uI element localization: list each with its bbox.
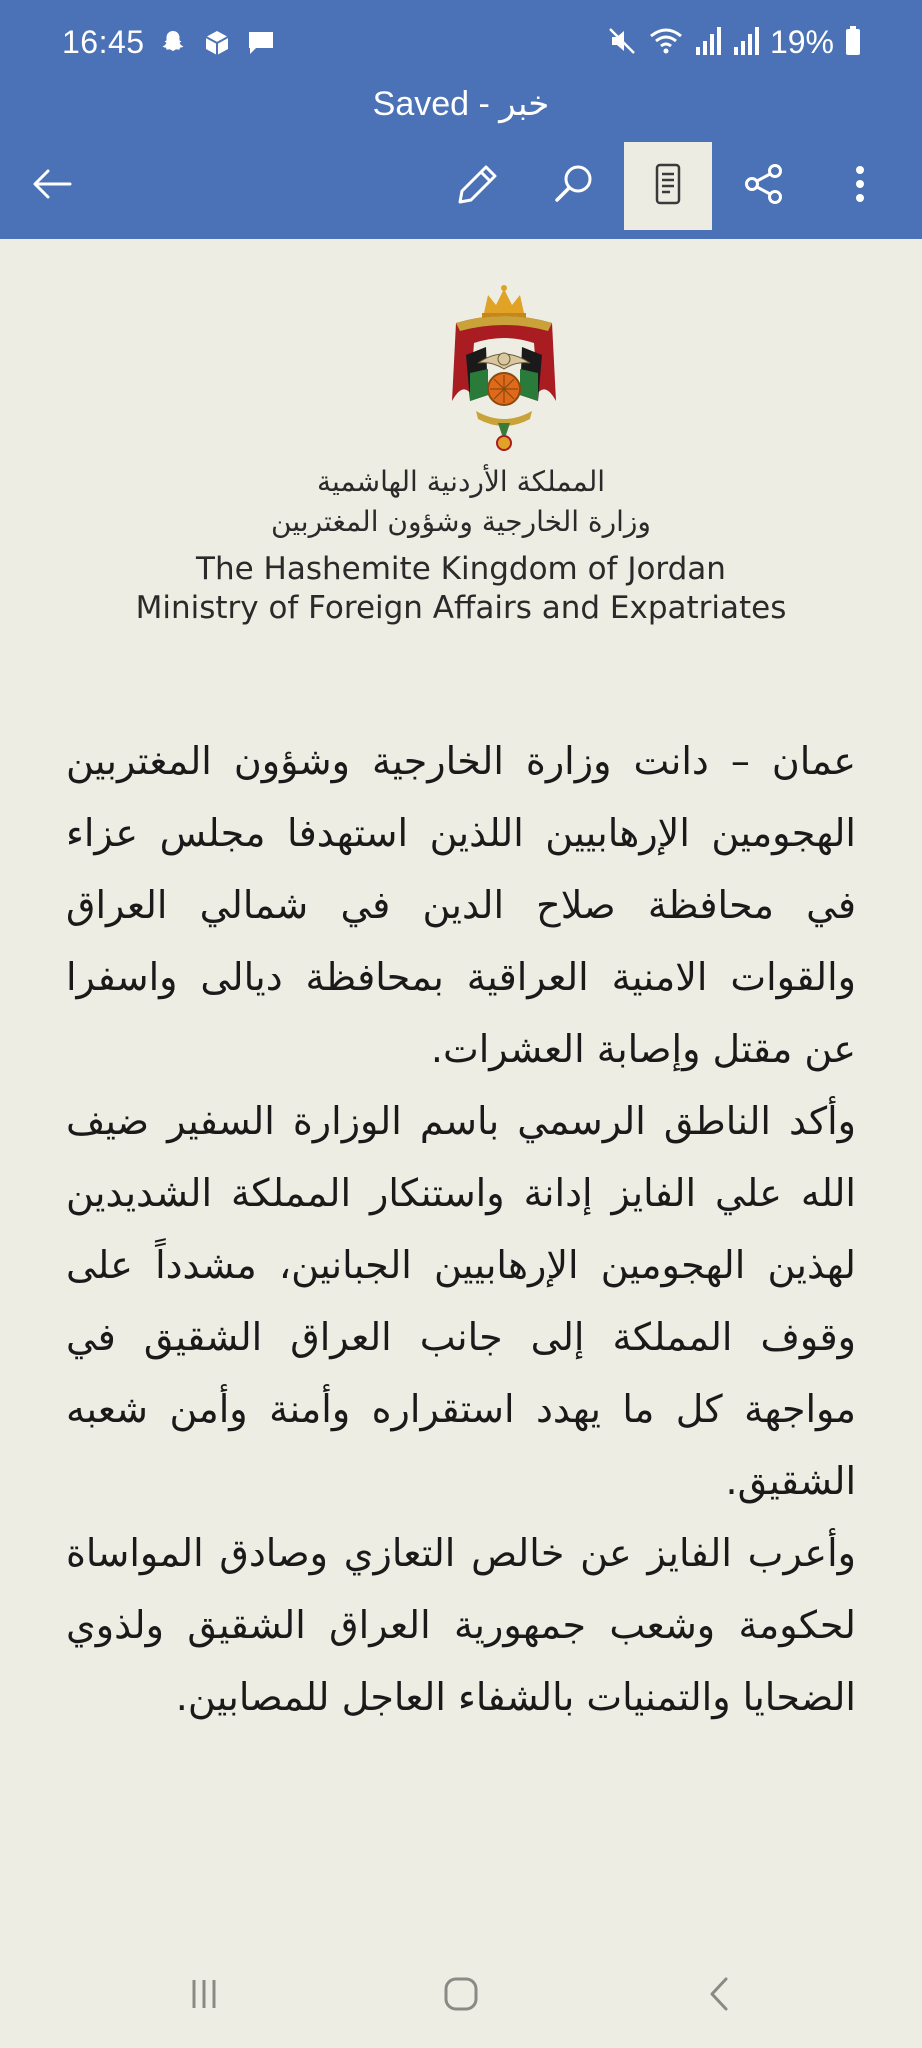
article-body: [66, 725, 856, 1733]
back-button[interactable]: [8, 142, 96, 230]
jordan-coat-of-arms: [426, 283, 582, 455]
document-title: Saved - خبر: [372, 85, 550, 123]
recent-apps-icon: [184, 1974, 224, 2018]
status-notification-icons: [158, 28, 276, 62]
message-icon: [246, 28, 276, 62]
status-bar: [0, 0, 922, 90]
nav-back-button[interactable]: [680, 1956, 760, 2036]
share-icon: [740, 160, 788, 212]
letterhead-english-kingdom: The Hashemite Kingdom of Jordan: [196, 551, 726, 587]
battery-percentage: 19%: [769, 24, 834, 60]
edit-button[interactable]: [434, 142, 522, 230]
app-header: [0, 0, 922, 239]
document-content[interactable]: [0, 239, 922, 1939]
toolbar: [0, 140, 922, 236]
letterhead-arabic-ministry: وزارة الخارجية وشؤون المغتربين: [271, 505, 651, 538]
wifi-icon: [648, 25, 684, 61]
edit-pencil-icon: [454, 160, 502, 212]
reading-mode-icon: [644, 160, 692, 212]
search-button[interactable]: [530, 142, 618, 230]
more-options-button[interactable]: [816, 142, 904, 230]
share-button[interactable]: [720, 142, 808, 230]
back-icon: [700, 1974, 740, 2018]
cube-icon: [202, 28, 232, 62]
home-button[interactable]: [421, 1956, 501, 2036]
back-arrow-icon: [28, 160, 76, 212]
more-vertical-icon: [836, 160, 884, 212]
snapchat-icon: [158, 28, 188, 62]
search-icon: [550, 160, 598, 212]
reading-mode-button[interactable]: [624, 142, 712, 230]
battery-icon: [844, 25, 862, 61]
mute-icon: [606, 25, 638, 61]
letterhead-arabic-kingdom: المملكة الأردنية الهاشمية: [316, 465, 606, 498]
article-paragraph: وأكد الناطق الرسمي باسم الوزارة السفير ضيف الله علي الفايز إدانة واستنكار المملكة الشديدين لهذين الهجومين الإرهابيين الجبانين، مشدداً على وقوف المملكة إلى جانب العراق الشقيق في مواجهة كل ما يهدد استقراره وأمنة وأمن شعبه الشقيق.: [66, 1099, 856, 1503]
system-navigation-bar: [0, 1940, 922, 2048]
status-time: 16:45: [62, 24, 145, 60]
home-icon: [441, 1974, 481, 2018]
article-paragraph: عمان – دانت وزارة الخارجية وشؤون المغتربين الهجومين الإرهابيين اللذين استهدفا مجلس عزاء في محافظة صلاح الدين في شمالي العراق والقوات الامنية العراقية بمحافظة ديالى واسفرا عن مقتل وإصابة العشرات.: [66, 739, 856, 1071]
recent-apps-button[interactable]: [164, 1956, 244, 2036]
letterhead-english-ministry: Ministry of Foreign Affairs and Expatriates: [135, 590, 787, 626]
signal-icon: [732, 25, 760, 61]
article-paragraph: وأعرب الفايز عن خالص التعازي وصادق المواساة لحكومة وشعب جمهورية العراق الشقيق ولذوي الضحايا والتمنيات بالشفاء العاجل للمصابين.: [66, 1531, 856, 1719]
status-system-icons: [606, 24, 862, 61]
signal-icon: [694, 25, 722, 61]
